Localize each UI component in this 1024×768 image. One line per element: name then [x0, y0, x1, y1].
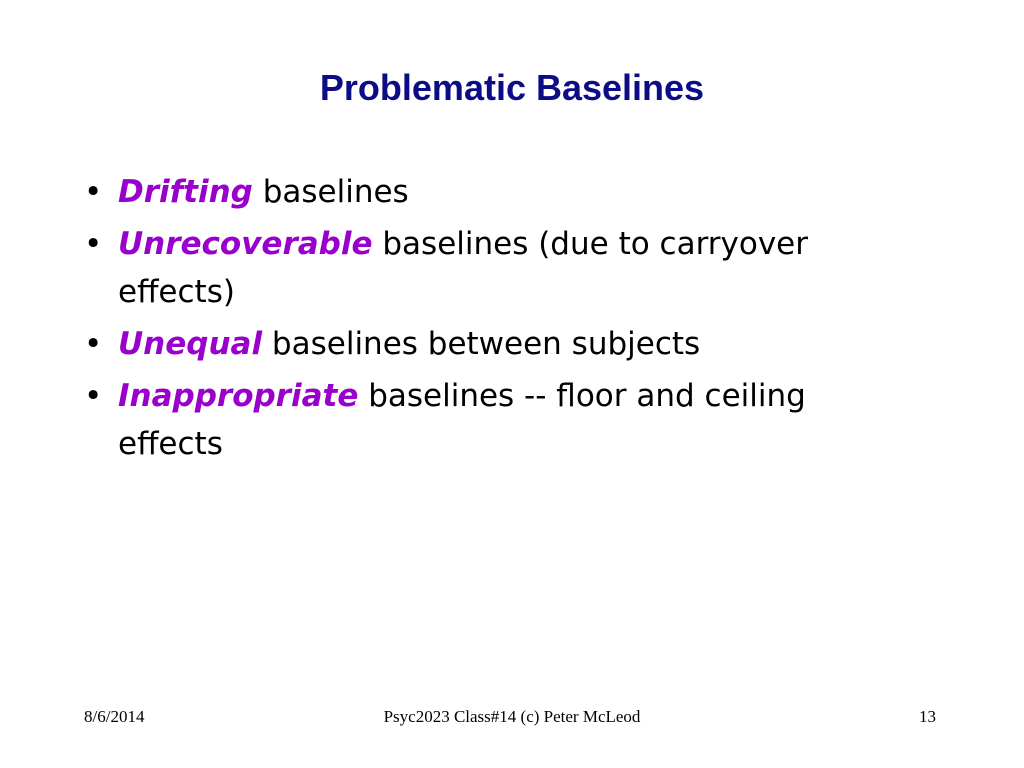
bullet-item-unequal	[84, 320, 844, 368]
bullet-item-inappropriate	[84, 372, 844, 468]
bullet-item-unrecoverable	[84, 220, 844, 316]
bullet-dot-icon: •	[84, 174, 103, 210]
footer-page-number: 13	[919, 707, 936, 726]
bullet-item-drifting	[84, 168, 844, 216]
bullet-dot-icon: •	[84, 226, 103, 262]
bullet-emphasis: Inappropriate	[118, 378, 359, 414]
bullet-text: baselines -- floor and ceiling effects	[118, 378, 806, 462]
footer-course-label: Psyc2023 Class#14 (c) Peter McLeod	[383, 707, 641, 726]
bullet-text: baselines between subjects	[262, 326, 701, 362]
bullet-dot-icon: •	[84, 378, 103, 414]
bullet-dot-icon: •	[84, 326, 103, 362]
bullet-list	[84, 168, 844, 472]
bullet-text: baselines (due to carryover effects)	[118, 226, 808, 310]
footer-date: 8/6/2014	[84, 707, 145, 726]
bullet-emphasis: Drifting	[118, 174, 253, 210]
slide-title: Problematic Baselines	[319, 67, 705, 108]
bullet-text: baselines	[252, 174, 409, 210]
bullet-emphasis: Unequal	[118, 326, 263, 362]
bullet-emphasis: Unrecoverable	[118, 226, 373, 262]
